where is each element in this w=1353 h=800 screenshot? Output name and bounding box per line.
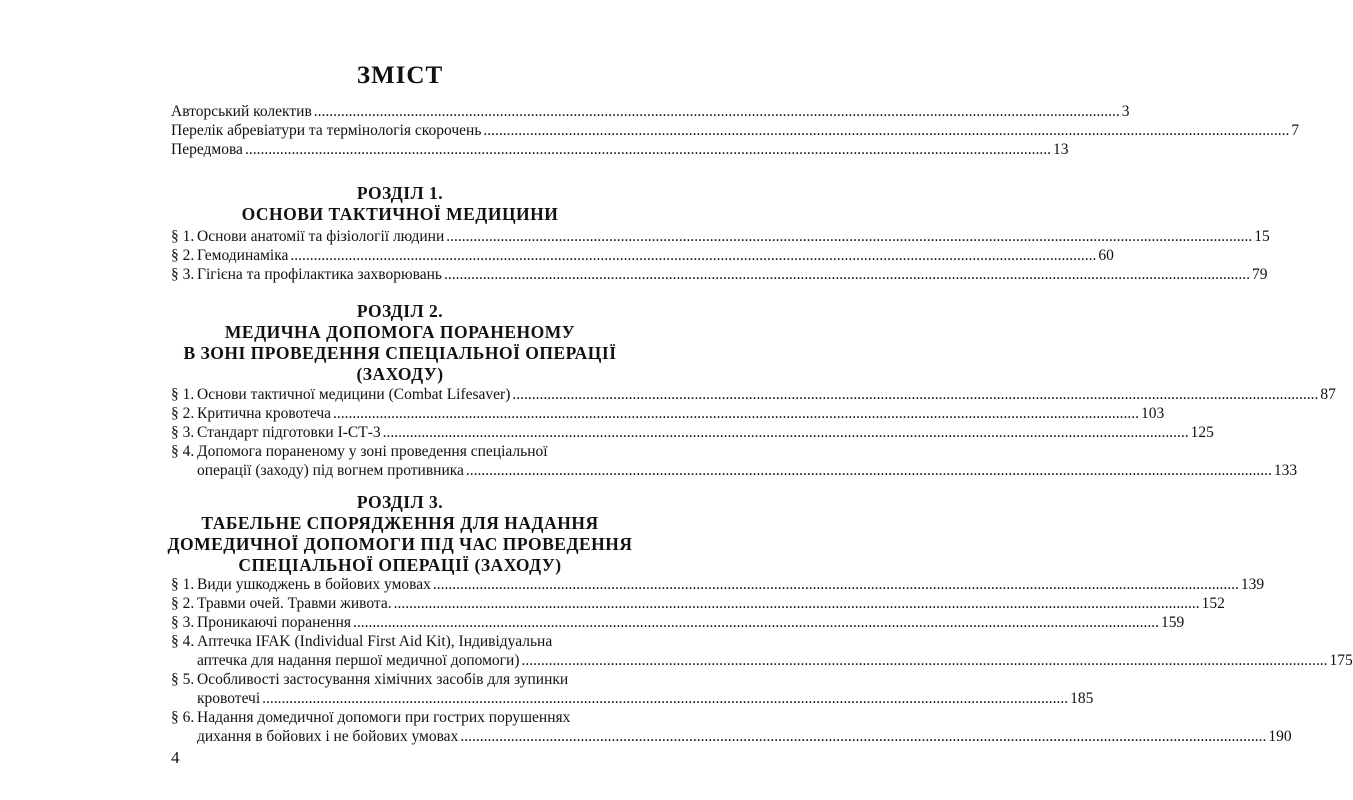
toc-entry-text: Допомога пораненому у зоні проведення спеціальної bbox=[197, 443, 548, 460]
section-heading-line: РОЗДІЛ 3. bbox=[356, 492, 444, 512]
dot-leader bbox=[245, 140, 1051, 159]
dot-leader bbox=[353, 613, 1159, 632]
dot-leader bbox=[521, 651, 1327, 670]
toc-page-number: 133 bbox=[1273, 462, 1298, 479]
toc-entry-text: Авторський колектив bbox=[171, 103, 312, 120]
toc-entry-preface[interactable] bbox=[171, 140, 1069, 159]
dot-leader bbox=[333, 404, 1139, 423]
toc-page-number: 3 bbox=[1121, 103, 1130, 120]
dot-leader bbox=[314, 102, 1120, 121]
toc-entry-text: кровотечі bbox=[197, 690, 261, 707]
toc-page-number: 87 bbox=[1320, 386, 1336, 403]
toc-entry[interactable] bbox=[171, 385, 1336, 404]
paragraph-number: § 5. bbox=[171, 671, 195, 688]
toc-entry-text: аптечка для надання першої медичної допомоги) bbox=[197, 652, 520, 669]
toc-entry-text: Основи тактичної медицини (Combat Lifesaver) bbox=[197, 386, 511, 403]
toc-entry-text: Аптечка IFAK (Individual First Aid Kit), Індивідуальна bbox=[197, 633, 553, 650]
toc-page-number: 15 bbox=[1254, 228, 1270, 245]
toc-page-number: 139 bbox=[1240, 576, 1265, 593]
paragraph-number: § 6. bbox=[171, 709, 195, 726]
section-2-entries bbox=[171, 385, 1336, 480]
toc-entry-text: Критична кровотеча bbox=[197, 405, 332, 422]
toc-entry[interactable] bbox=[171, 632, 1353, 670]
toc-entry[interactable] bbox=[171, 613, 1185, 632]
toc-entry[interactable] bbox=[171, 265, 1268, 284]
section-3-entries bbox=[171, 575, 1353, 746]
toc-entry[interactable] bbox=[171, 708, 1292, 746]
section-heading-line: ОСНОВИ ТАКТИЧНОЇ МЕДИЦИНИ bbox=[241, 204, 559, 224]
section-2-heading bbox=[0, 301, 800, 385]
section-1-entries bbox=[171, 227, 1270, 284]
toc-entry-text: операції (заходу) під вогнем противника bbox=[197, 462, 464, 479]
dot-leader bbox=[444, 265, 1250, 284]
toc-page-number: 60 bbox=[1098, 247, 1114, 264]
toc-entry-text: Гемодинаміка bbox=[197, 247, 289, 264]
dot-leader bbox=[383, 423, 1189, 442]
paragraph-number: § 2. bbox=[171, 247, 195, 264]
toc-entry-abbreviations[interactable] bbox=[171, 121, 1300, 140]
toc-entry[interactable] bbox=[171, 404, 1165, 423]
toc-page-number: 7 bbox=[1291, 122, 1300, 139]
paragraph-number: § 1. bbox=[171, 576, 195, 593]
page-number: 4 bbox=[171, 748, 180, 767]
toc-entry-text: Види ушкоджень в бойових умовах bbox=[197, 576, 431, 593]
toc-entry-text: Гігієна та профілактика захворювань bbox=[197, 266, 442, 283]
toc-entry-text: Проникаючі поранення bbox=[197, 614, 351, 631]
toc-page-number: 79 bbox=[1251, 266, 1268, 283]
toc-entry[interactable] bbox=[171, 670, 1094, 708]
toc-page-number: 152 bbox=[1201, 595, 1225, 612]
section-heading-line: В ЗОНІ ПРОВЕДЕННЯ СПЕЦІАЛЬНОЇ ОПЕРАЦІЇ bbox=[183, 343, 617, 363]
toc-entry-text: Передмова bbox=[171, 141, 243, 158]
toc-entry-text: Травми очей. Травми живота. bbox=[197, 595, 392, 612]
section-heading-line: РОЗДІЛ 2. bbox=[356, 301, 444, 321]
toc-entry-text: Стандарт підготовки І-СТ-3 bbox=[197, 424, 381, 441]
section-1-heading bbox=[0, 183, 800, 225]
toc-page-number: 103 bbox=[1141, 405, 1165, 422]
paragraph-number: § 2. bbox=[171, 595, 195, 612]
section-heading-line: СПЕЦІАЛЬНОЇ ОПЕРАЦІЇ (ЗАХОДУ) bbox=[238, 555, 562, 575]
toc-entry[interactable] bbox=[171, 227, 1270, 246]
dot-leader bbox=[262, 689, 1068, 708]
toc-entry-text: Основи анатомії та фізіології людини bbox=[197, 228, 445, 245]
dot-leader bbox=[290, 246, 1096, 265]
toc-entry[interactable] bbox=[171, 575, 1265, 594]
page-title: ЗМІСТ bbox=[356, 62, 444, 89]
toc-page-number: 175 bbox=[1329, 652, 1353, 669]
paragraph-number: § 3. bbox=[171, 614, 195, 631]
paragraph-number: § 4. bbox=[171, 633, 195, 650]
paragraph-number: § 3. bbox=[171, 424, 195, 441]
dot-leader bbox=[433, 575, 1239, 594]
toc-entry[interactable] bbox=[171, 442, 1298, 480]
toc-page-number: 13 bbox=[1052, 141, 1069, 158]
dot-leader bbox=[460, 727, 1266, 746]
dot-leader bbox=[512, 385, 1318, 404]
toc-entry-text: Надання домедичної допомоги при гострих порушеннях bbox=[197, 709, 571, 726]
toc-entry-text: дихання в бойових і не бойових умовах bbox=[197, 728, 459, 745]
toc-page-number: 185 bbox=[1070, 690, 1094, 707]
section-3-heading bbox=[0, 492, 800, 576]
section-heading-line: (ЗАХОДУ) bbox=[356, 364, 444, 384]
paragraph-number: § 2. bbox=[171, 405, 195, 422]
paragraph-number: § 4. bbox=[171, 443, 195, 460]
section-heading-line: РОЗДІЛ 1. bbox=[356, 183, 444, 203]
section-heading-line: МЕДИЧНА ДОПОМОГА ПОРАНЕНОМУ bbox=[224, 322, 576, 342]
toc-entry[interactable] bbox=[171, 423, 1214, 442]
toc-entry-text: Особливості застосування хімічних засобів для зупинки bbox=[197, 671, 569, 688]
dot-leader bbox=[446, 227, 1252, 246]
paragraph-number: § 1. bbox=[171, 228, 195, 245]
paragraph-number: § 1. bbox=[171, 386, 195, 403]
dot-leader bbox=[394, 594, 1200, 613]
toc-entry-authors[interactable] bbox=[171, 102, 1130, 121]
toc-page-number: 190 bbox=[1268, 728, 1292, 745]
section-heading-line: ДОМЕДИЧНОЇ ДОПОМОГИ ПІД ЧАС ПРОВЕДЕННЯ bbox=[167, 534, 633, 554]
front-matter-list bbox=[171, 102, 1300, 159]
toc-page-number: 125 bbox=[1190, 424, 1214, 441]
section-heading-line: ТАБЕЛЬНЕ СПОРЯДЖЕННЯ ДЛЯ НАДАННЯ bbox=[201, 513, 599, 533]
toc-page-number: 159 bbox=[1161, 614, 1185, 631]
toc-entry-text: Перелік абревіатури та термінологія скорочень bbox=[171, 122, 482, 139]
toc-entry[interactable] bbox=[171, 246, 1114, 265]
toc-entry[interactable] bbox=[171, 594, 1225, 613]
dot-leader bbox=[483, 121, 1289, 140]
paragraph-number: § 3. bbox=[171, 266, 195, 283]
dot-leader bbox=[466, 461, 1272, 480]
